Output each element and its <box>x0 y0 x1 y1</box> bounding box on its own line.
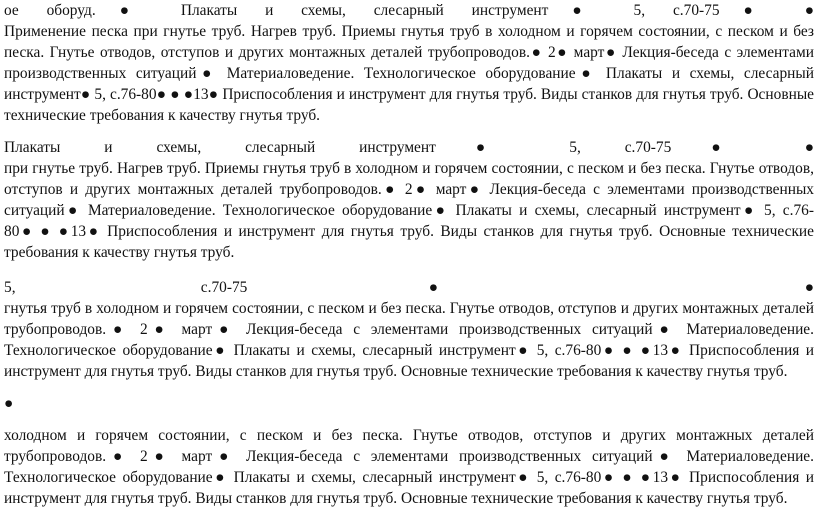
text-line: при гнутье труб. Нагрев труб. Приемы гнутья труб в холодном и горячем состоянии, с песком и без песка. Гнутье отводов, <box>4 160 814 177</box>
text-line: Применение песка при гнутье труб. Нагрев труб. Приемы гнутья труб в холодном и горячем состоянии, с песком и без <box>4 23 814 40</box>
paragraph-gap <box>4 414 814 425</box>
text-line: инструмент● 5, с.76-80● ● ●13● Приспособления и инструмент для гнутья труб. Виды станков для гнутья труб. Основные <box>4 86 814 103</box>
text-line: инструмент для гнутья труб. Виды станков для гнутья труб. Основные технические требования к качеству гнутья труб. <box>4 490 788 507</box>
text-line: ое оборуд.● Плакаты и схемы, слесарный инструмент● 5, с.70-75● ● <box>4 2 814 19</box>
text-block-4 <box>4 425 814 509</box>
text-line: 80● ● ●13● Приспособления и инструмент для гнутья труб. Виды станков для гнутья труб. Основные технические <box>4 223 814 240</box>
text-line: трубопроводов.● 2● март● Лекция-беседа с элементами производственных ситуаций● Материаловедение. <box>4 448 814 465</box>
text-line: трубопроводов.● 2● март● Лекция-беседа с элементами производственных ситуаций● Материаловедение. <box>4 321 814 338</box>
bullet-line: ● <box>4 395 14 412</box>
paragraph-gap <box>4 263 814 277</box>
text-line: требования к качеству гнутья труб. <box>4 244 235 261</box>
text-line: холодном и горячем состоянии, с песком и без песка. Гнутье отводов, отступов и других монтажных деталей <box>4 427 814 444</box>
paragraph-gap <box>4 382 814 393</box>
text-line: производственных ситуаций● Материаловедение. Технологическое оборудование● Плакаты и схемы, слесарный <box>4 65 814 82</box>
text-block-2 <box>4 137 814 263</box>
text-line: 5, с.70-75● ● <box>4 279 814 296</box>
text-block-3 <box>4 277 814 382</box>
paragraph-gap <box>4 126 814 137</box>
text-line: Технологическое оборудование● Плакаты и схемы, слесарный инструмент● 5, с.76-80● ● ●13● Приспособления и <box>4 469 814 486</box>
text-line: песка. Гнутье отводов, отступов и других монтажных деталей трубопроводов.● 2● март● Лекция-беседа с элементами <box>4 44 814 61</box>
text-line: инструмент для гнутья труб. Виды станков для гнутья труб. Основные технические требования к качеству гнутья труб. <box>4 363 788 380</box>
text-line: Технологическое оборудование● Плакаты и схемы, слесарный инструмент● 5, с.76-80● ● ●13● Приспособления и <box>4 342 814 359</box>
text-line: ситуаций● Материаловедение. Технологическое оборудование● Плакаты и схемы, слесарный инструмент● 5, с.76- <box>4 202 814 219</box>
text-line: технические требования к качеству гнутья труб. <box>4 107 321 124</box>
text-line: гнутья труб в холодном и горячем состоянии, с песком и без песка. Гнутье отводов, отступов и других монтажных деталей <box>4 300 814 317</box>
text-line: Плакаты и схемы, слесарный инструмент● 5, с.70-75● ● <box>4 139 814 156</box>
text-line: отступов и других монтажных деталей трубопроводов.● 2● март● Лекция-беседа с элементами производственных <box>4 181 814 198</box>
text-block-1 <box>4 0 814 126</box>
